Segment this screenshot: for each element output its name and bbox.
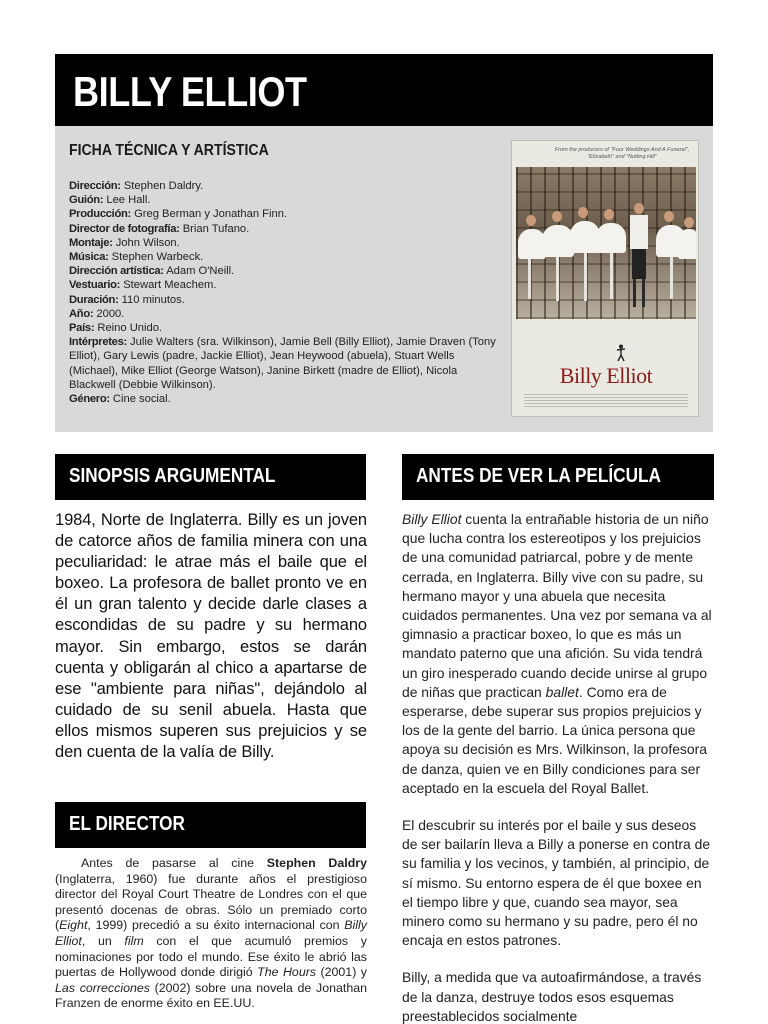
credit-row [69,335,499,392]
credit-row [69,307,499,321]
ballet-word: ballet [545,683,579,700]
credit-label: Género: [69,393,110,406]
director-text-part: (2002) sobre una novela de Jonathan Franzen de enorme éxito en EE.UU. [55,980,367,1011]
credit-value: Greg Berman y Jonathan Finn. [130,208,288,221]
credit-label: Duración: [69,293,119,306]
credit-row [69,278,499,292]
dancer-leg [670,257,673,299]
credit-row [69,264,499,278]
director-heading: EL DIRECTOR [69,813,185,835]
credit-row [69,193,499,207]
paragraph-part: . Como era de esperarse, debe superar sus propios prejuicios y los de la gente del barrio. La única persona que apoya su decisión es Mrs. Wilkinson, la profesora de danza, quien ve en Billy condiciones para ser aceptado en la escuela del Royal Ballet. [402,683,707,796]
poster-credits-block [524,393,688,407]
dancer-head [664,211,674,222]
dancer-head [604,209,614,220]
poster-photo [516,167,696,319]
credit-row [69,207,499,221]
credit-label: Guión: [69,194,104,207]
before-watching-header [402,454,714,500]
credit-value: Stewart Meachem. [120,279,217,292]
dancer-tutu [596,223,626,253]
director-text-part: , un [81,933,125,948]
technical-sheet [55,126,713,432]
technical-sheet-heading: FICHA TÉCNICA Y ARTÍSTICA [69,142,269,159]
poster-tagline: From the producers of "Four Weddings And A Funeral", "Elizabeth" and "Notting Hill" [554,147,690,160]
director-text-part: , 1999) precedió a su éxito internacional con [87,918,345,933]
boy-leg [642,279,645,307]
credit-label: Año: [69,307,94,320]
credit-value: Julie Walters (sra. Wilkinson), Jamie Bell (Billy Elliot), Jamie Draven (Tony Elliot), Gary Lewis (padre, Jackie Elliot), Jean Heywood (abuela), Stuart Wells (Michael), Mike Elliot (George Watson), Janine Birkett (madre de Elliot), Nicola Blackwell (Debbie Wilkinson). [69,336,496,391]
film-title: The Hours [257,965,317,980]
director-name: Stephen Daldry [266,856,367,870]
credit-label: Dirección artística: [69,265,164,278]
paragraph: Billy, a medida que va autoafirmándose, a través de la danza, destruye todos esos esquemas preestablecidos socialmente [402,969,702,1024]
director-text-part: (Inglaterra, 1960) fue durante años el prestigioso director del Royal Court Theatre de Londres con el que presentó docenas de obras. Sólo un premiado corto ( [55,871,367,933]
credit-value: Stephen Warbeck. [108,251,204,264]
before-watching-heading: ANTES DE VER LA PELÍCULA [416,465,661,487]
dancer-leg [610,253,613,299]
synopsis-text: 1984, Norte de Inglaterra. Billy es un joven de catorce años de familia minera con una peculiaridad: le atrae más el baile que el boxeo. La profesora de ballet pronto ve en él un gran talento y decide darle clases a escondidas de su padre y su hermano mayor. Sin embargo, estos se darán cuenta y obligarán al chico a apartarse de ese "ambiente para niñas", dejándolo al cuidado de su senil abuela. Hasta que ellos mismos superen sus prejuicios y se den cuenta de la valía de Billy. [55,511,367,762]
credit-label: Vestuario: [69,279,121,292]
credit-row [69,392,499,406]
credit-value: Reino Unido. [94,322,163,335]
credit-row [69,222,499,236]
director-text-part: (2001) y [316,965,367,980]
credit-label: País: [69,322,95,335]
director-text-part: con el que acumuló premios y nominaciones por todo el mundo. Ese éxito le abrió las puertas de Hollywood donde dirigió [55,933,367,980]
before-watching-text [402,510,715,1024]
credit-label: Montaje: [69,236,113,249]
dancer-tutu [678,229,696,259]
film-title: Billy Elliot [402,511,462,527]
credit-row [69,293,499,307]
dancer-head [552,211,562,222]
dancer-head [526,215,536,226]
director-text-part: Antes de pasarse al cine [81,856,267,870]
film-title: Billy Elliot [55,918,367,948]
director-header [55,802,366,848]
credit-value: 110 minutos. [118,293,185,306]
credit-row [69,321,499,335]
credit-label: Director de fotografía: [69,222,180,235]
dancer-head [578,207,588,218]
dancer-leg [584,253,587,301]
synopsis-heading: SINOPSIS ARGUMENTAL [69,465,276,487]
paragraph-part: cuenta la entrañable historia de un niño que lucha contra los estereotipos y los prejuicios de una comunidad patriarcal, pobre y de mente cerrada, en Inglaterra. Billy vive con su padre, su hermano mayor y una abuela que necesita cuidados permanentes. Una vez por semana va al gimnasio a practicar boxeo, lo que es más un mandato paterno que una afición. Su vida tendrá un giro inesperado cuando decide unirse al grupo de niñas que practican [402,511,712,700]
credit-row [69,236,499,250]
credits-list [69,179,499,406]
dancer-head [684,217,694,228]
credit-label: Música: [69,251,109,264]
credit-row [69,179,499,193]
film-title: Las correcciones [55,980,150,995]
paragraph [402,510,715,798]
credit-value: Cine social. [109,393,171,406]
credit-label: Intérpretes: [69,336,127,349]
title-bar [55,54,713,126]
dancer-leg [556,257,559,301]
synopsis-header [55,454,366,500]
page-title: BILLY ELLIOT [73,68,307,115]
boy-head [634,203,644,214]
credit-value: 2000. [93,307,125,320]
credit-label: Dirección: [69,180,121,192]
dancer-silhouette-icon [616,344,626,362]
credit-row [69,250,499,264]
director-text [55,856,367,1012]
dancer-leg [528,259,531,299]
credit-value: Brian Tufano. [179,222,250,235]
movie-poster [511,140,699,417]
credit-value: Stephen Daldry. [120,180,204,192]
credit-value: Adam O'Neill. [163,265,235,278]
boy-leg [633,279,636,307]
short-film-title: Eight [59,918,88,933]
film-word: film [124,933,144,948]
boy-shorts [632,249,646,279]
credit-value: John Wilson. [112,236,180,249]
credit-value: Lee Hall. [103,194,151,207]
boy-shirt [630,215,648,249]
paragraph: El descubrir su interés por el baile y sus deseos de ser bailarín lleva a Billy a ponerse en contra de su familia y los vecinos, y también, al principio, de sí mismo. Su entorno espera de él que boxee en el tiempo libre y que, cuando sea mayor, sea minero como su hermano y su padre, pero él no encaja en estos patrones. [402,817,711,949]
credit-label: Producción: [69,208,131,221]
poster-logo: Billy Elliot [559,363,653,388]
